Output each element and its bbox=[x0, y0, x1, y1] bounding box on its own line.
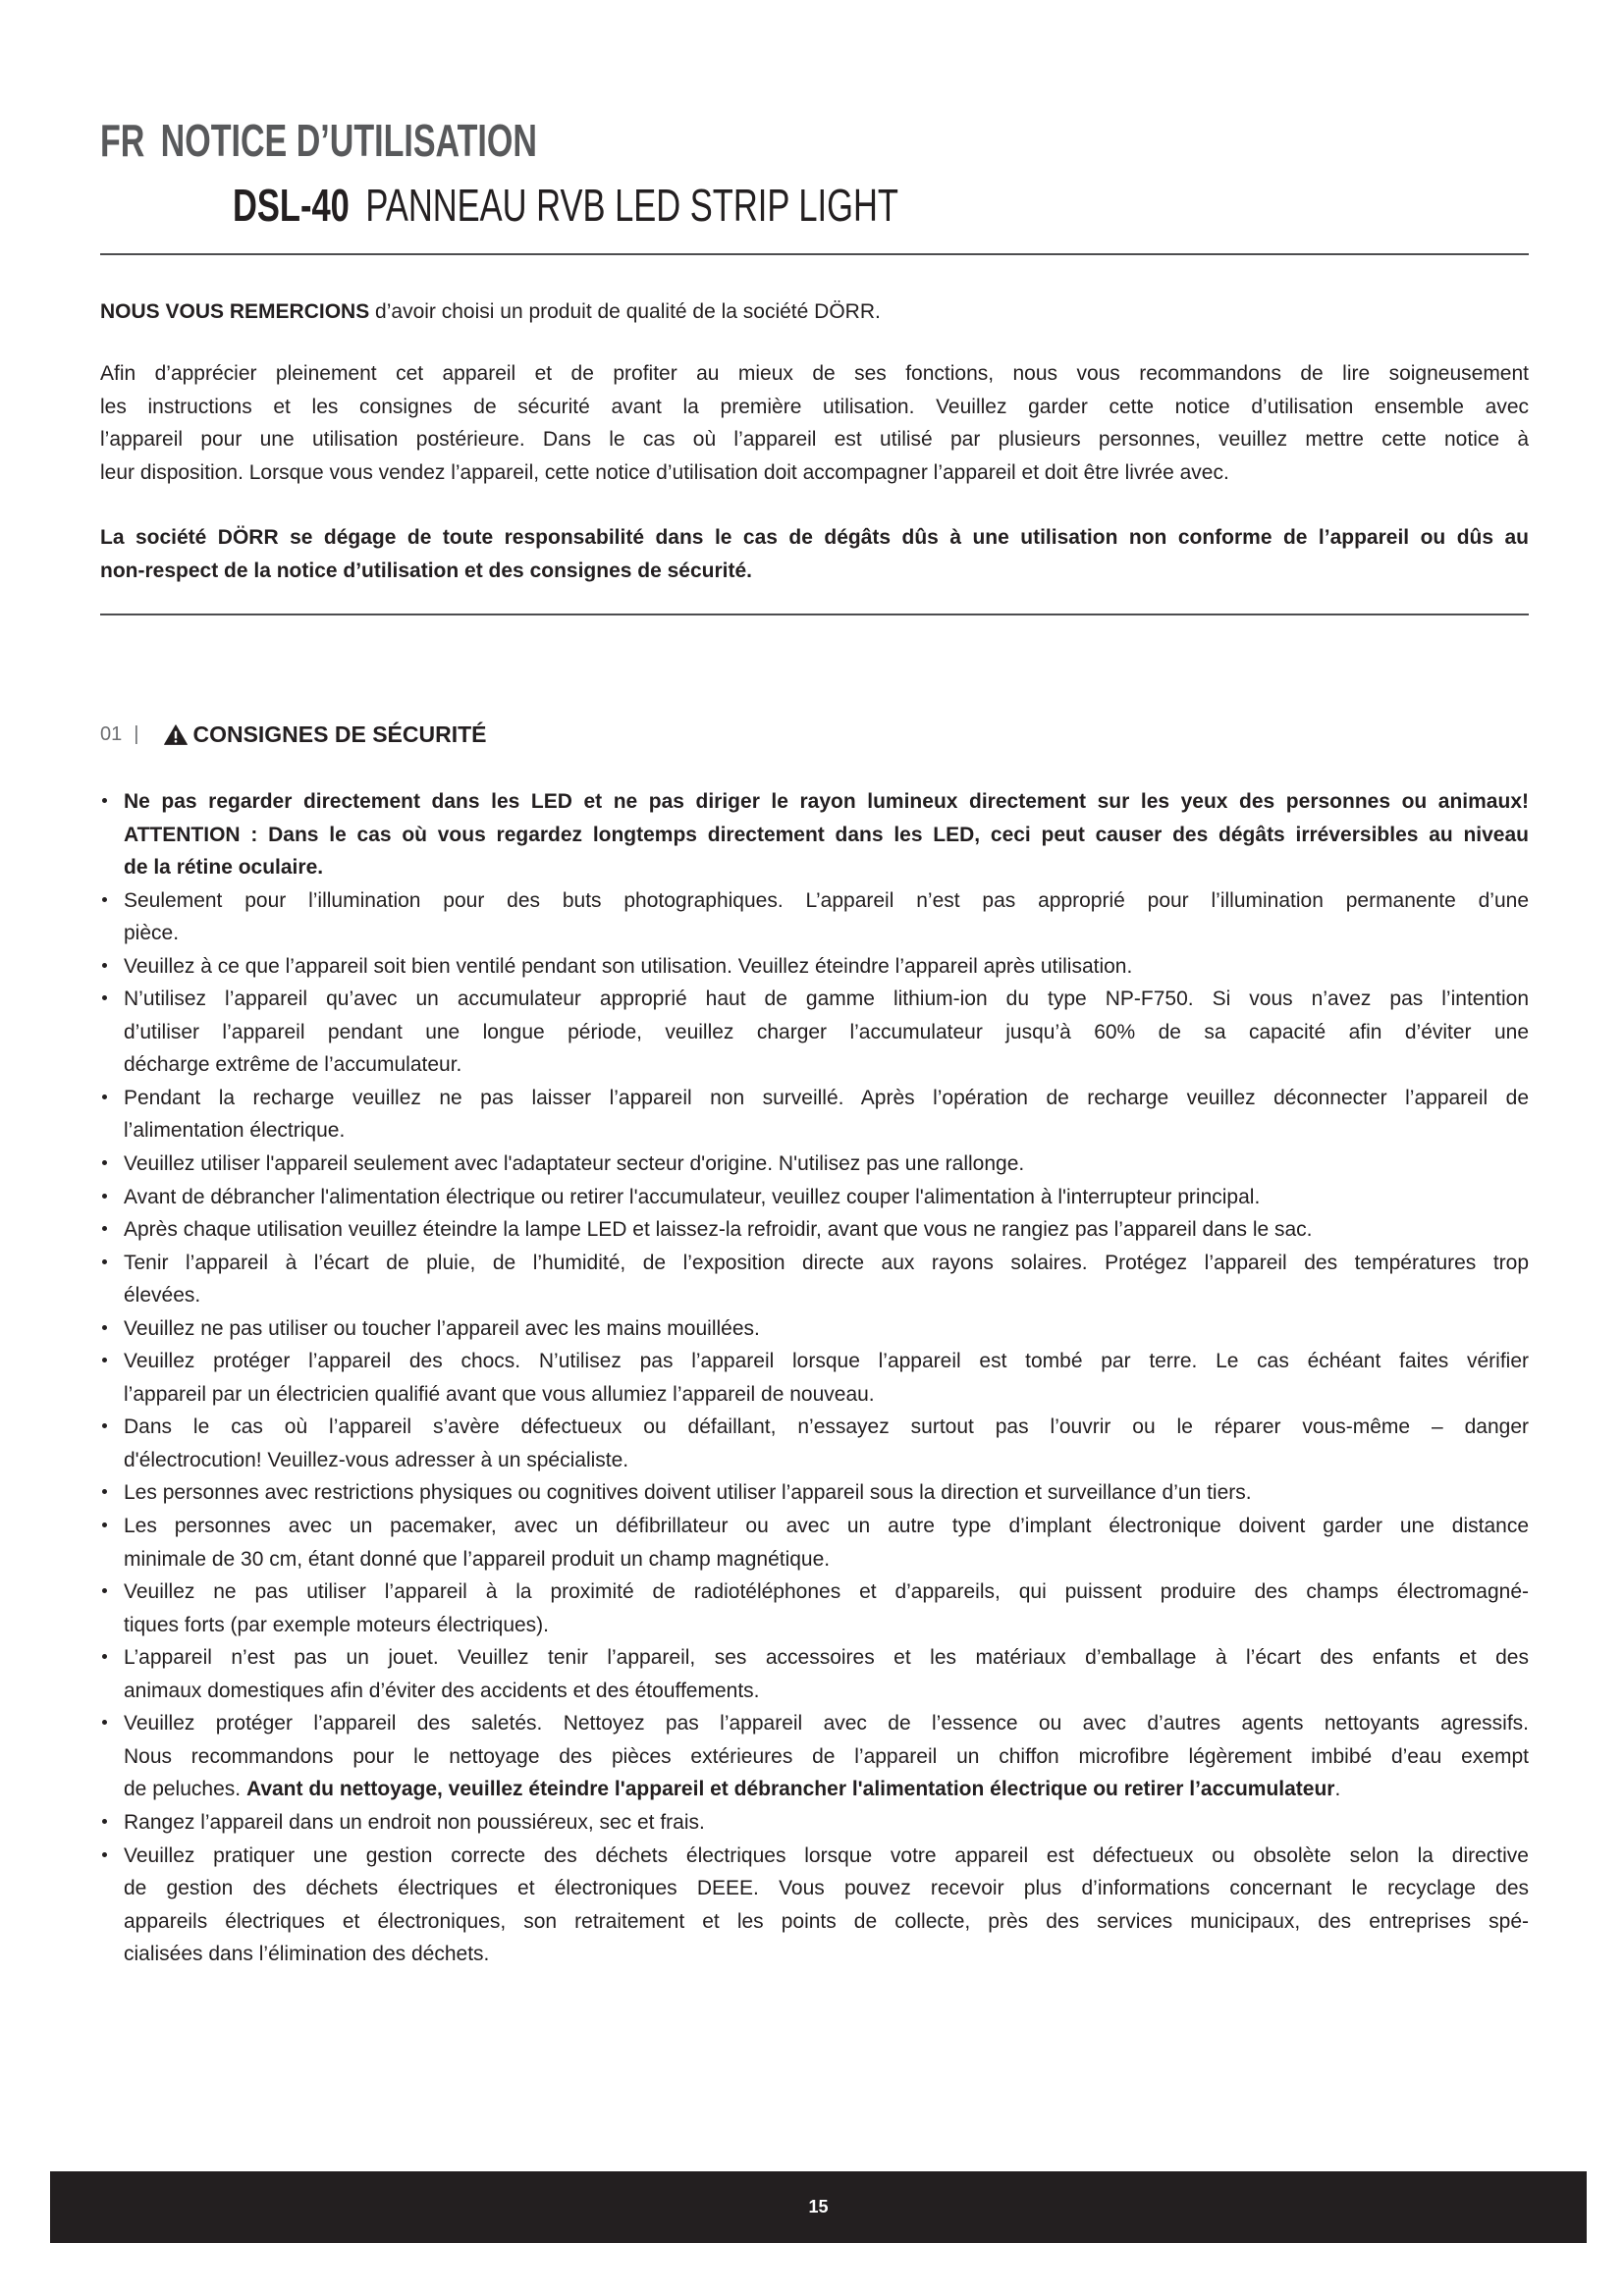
safety-item-line: l’alimentation électrique. bbox=[124, 1119, 346, 1143]
product-title bbox=[233, 180, 898, 231]
safety-item-line: Après chaque utilisation veuillez éteindre la lampe LED et laissez-la refroidir, avant que vous ne rangiez pas l’appareil dans le sac. bbox=[124, 1218, 1313, 1242]
bullet-icon bbox=[102, 963, 107, 968]
safety-item-line bbox=[124, 1773, 1529, 1806]
text-segment: . bbox=[1334, 1778, 1341, 1801]
bullet-icon bbox=[102, 1852, 107, 1857]
safety-item-line: Les personnes avec un pacemaker, avec un défibrillateur ou avec un autre type d’implant électronique doivent garder une distance bbox=[124, 1515, 1529, 1538]
document-title bbox=[100, 115, 537, 166]
safety-item-line: Seulement pour l’illumination pour des buts photographiques. L’appareil n’est pas approprié pour l’illumination permanente d’une bbox=[124, 888, 1529, 912]
safety-item-line: décharge extrême de l’accumulateur. bbox=[124, 1053, 462, 1077]
section-title: CONSIGNES DE SÉCURITÉ bbox=[192, 721, 487, 747]
bullet-icon bbox=[102, 1259, 107, 1264]
safety-item-line: pièce. bbox=[124, 922, 180, 945]
divider-bottom bbox=[100, 614, 1529, 615]
bullet-icon bbox=[102, 897, 107, 902]
bullet-icon bbox=[102, 1226, 107, 1231]
thanks-lead: NOUS VOUS REMERCIONS bbox=[100, 300, 370, 323]
thanks-line bbox=[100, 295, 1529, 329]
safety-item-line: élevées. bbox=[124, 1284, 201, 1308]
safety-item-line: cialisées dans l’élimination des déchets. bbox=[124, 1943, 490, 1966]
safety-item-line: Tenir l’appareil à l’écart de pluie, de l’humidité, de l’exposition directe aux rayons solaires. Protégez l’appareil des températures trop bbox=[124, 1251, 1529, 1274]
safety-item-line: Veuillez utiliser l'appareil seulement avec l'adaptateur secteur d'origine. N'utilisez pas une rallonge. bbox=[124, 1152, 1025, 1176]
safety-item-line: Veuillez ne pas utiliser l’appareil à la proximité de radiotéléphones et d’appareils, qui puissent produire des champs électromagné- bbox=[124, 1580, 1529, 1604]
intro-paragraph-line: leur disposition. Lorsque vous vendez l’appareil, cette notice d’utilisation doit accompagner l’appareil et doit être livrée avec. bbox=[100, 460, 1229, 484]
thanks-text: d’avoir choisi un produit de qualité de la société DÖRR. bbox=[375, 300, 881, 323]
text-segment: de peluches. bbox=[124, 1778, 246, 1801]
bullet-icon bbox=[102, 1358, 107, 1362]
safety-item bbox=[124, 1707, 1529, 1806]
safety-item-line: Avant de débrancher l'alimentation électrique ou retirer l'accumulateur, veuillez couper l'alimentation à l'interrupteur principal. bbox=[124, 1185, 1261, 1208]
safety-item-line: de la rétine oculaire. bbox=[124, 856, 324, 880]
section-separator: | bbox=[134, 722, 139, 745]
emphasized-text: Avant du nettoyage, veuillez éteindre l'appareil et débrancher l'alimentation électrique ou retirer l’accumulateur bbox=[245, 1778, 1335, 1801]
bullet-icon bbox=[102, 1654, 107, 1659]
section-number: 01 bbox=[100, 722, 123, 745]
product-model: DSL-40 bbox=[233, 180, 350, 231]
safety-item bbox=[124, 1312, 1529, 1346]
bullet-icon bbox=[102, 1720, 107, 1725]
safety-item bbox=[124, 950, 1529, 984]
safety-item-line: N’utilisez l’appareil qu’avec un accumulateur approprié haut de gamme lithium-ion du type NP-F750. Si vous n’avez pas l’intention bbox=[124, 988, 1529, 1011]
safety-item bbox=[124, 1181, 1529, 1214]
footer-bar bbox=[50, 2171, 1587, 2243]
safety-item-line: d'électrocution! Veuillez-vous adresser à un spécialiste. bbox=[124, 1448, 629, 1471]
safety-item-line: Les personnes avec restrictions physiques ou cognitives doivent utiliser l’appareil sous la direction et surveillance d’un tiers. bbox=[124, 1481, 1252, 1505]
safety-item-line: de gestion des déchets électriques et électroniques DEEE. Vous pouvez recevoir plus d’informations concernant le recyclage des bbox=[124, 1877, 1529, 1900]
safety-item-line: L’appareil n’est pas un jouet. Veuillez tenir l’appareil, ses accessoires et les matériaux d’emballage à l’écart des enfants et des bbox=[124, 1646, 1529, 1670]
intro-paragraph-line: Afin d’apprécier pleinement cet appareil et de profiter au mieux de ses fonctions, nous vous recommandons de lire soigneusement bbox=[100, 362, 1529, 385]
safety-item-line: minimale de 30 cm, étant donné que l’appareil produit un champ magnétique. bbox=[124, 1547, 831, 1571]
section-heading bbox=[100, 720, 487, 749]
bullet-icon bbox=[102, 1588, 107, 1593]
safety-item-line: l’appareil par un électricien qualifié avant que vous allumiez l’appareil de nouveau. bbox=[124, 1382, 875, 1406]
safety-item-line: appareils électriques et électroniques, son retraitement et les points de collecte, près des services municipaux, des entreprises spé- bbox=[124, 1909, 1529, 1933]
safety-item-line: tiques forts (par exemple moteurs électriques). bbox=[124, 1613, 550, 1636]
bullet-icon bbox=[102, 1819, 107, 1824]
safety-item bbox=[124, 785, 1529, 884]
product-name: PANNEAU RVB LED STRIP LIGHT bbox=[365, 180, 898, 231]
safety-item bbox=[124, 1247, 1529, 1312]
safety-item bbox=[124, 1575, 1529, 1641]
safety-item bbox=[124, 1345, 1529, 1411]
bullet-icon bbox=[102, 1160, 107, 1165]
safety-item-line: Rangez l’appareil dans un endroit non poussiéreux, sec et frais. bbox=[124, 1810, 705, 1834]
safety-item-line: Ne pas regarder directement dans les LED et ne pas diriger le rayon lumineux directement sur les yeux des personnes ou animaux! bbox=[124, 790, 1529, 813]
disclaimer-paragraph bbox=[100, 521, 1529, 587]
language-code: FR bbox=[100, 115, 145, 166]
bullet-icon bbox=[102, 798, 107, 803]
safety-item-line: animaux domestiques afin d’éviter des accidents et des étouffements. bbox=[124, 1679, 760, 1702]
safety-item-line: ATTENTION : Dans le cas où vous regardez longtemps directement dans les LED, ceci peut causer des dégâts irréversibles au niveau bbox=[124, 823, 1529, 846]
disclaimer-line: non-respect de la notice d’utilisation et des consignes de sécurité. bbox=[100, 559, 752, 582]
bullet-icon bbox=[102, 1423, 107, 1428]
safety-instructions-list bbox=[124, 785, 1529, 1971]
bullet-icon bbox=[102, 1095, 107, 1099]
safety-item bbox=[124, 983, 1529, 1082]
safety-item bbox=[124, 1476, 1529, 1510]
safety-item bbox=[124, 1148, 1529, 1181]
intro-paragraph-line: les instructions et les consignes de sécurité avant la première utilisation. Veuillez garder cette notice d’utilisation ensemble avec bbox=[100, 395, 1529, 418]
document-title-text: NOTICE D’UTILISATION bbox=[160, 115, 537, 166]
safety-item-line: Veuillez protéger l’appareil des chocs. N’utilisez pas l’appareil lorsque l’appareil est tombé par terre. Le cas échéant faites vérifier bbox=[124, 1350, 1529, 1373]
safety-item bbox=[124, 884, 1529, 950]
safety-item-line: Veuillez ne pas utiliser ou toucher l’appareil avec les mains mouillées. bbox=[124, 1316, 760, 1340]
safety-item bbox=[124, 1082, 1529, 1148]
safety-item bbox=[124, 1213, 1529, 1247]
disclaimer-line: La société DÖRR se dégage de toute responsabilité dans le cas de dégâts dûs à une utilisation non conforme de l’appareil ou dûs au bbox=[100, 526, 1529, 549]
safety-item bbox=[124, 1641, 1529, 1707]
bullet-icon bbox=[102, 1522, 107, 1527]
safety-item-line: Veuillez pratiquer une gestion correcte des déchets électriques lorsque votre appareil est défectueux ou obsolète selon la directive bbox=[124, 1843, 1529, 1867]
bullet-icon bbox=[102, 1325, 107, 1330]
safety-item bbox=[124, 1840, 1529, 1971]
safety-item-line: d’utiliser l’appareil pendant une longue période, veuillez charger l’accumulateur jusqu’à 60% de sa capacité afin d’éviter une bbox=[124, 1020, 1529, 1043]
page-number: 15 bbox=[808, 2197, 829, 2216]
bullet-icon bbox=[102, 1489, 107, 1494]
intro-paragraph-line: l’appareil pour une utilisation postérieure. Dans le cas où l’appareil est utilisé par plusieurs personnes, veuillez mettre cette notice à bbox=[100, 428, 1529, 451]
bullet-icon bbox=[102, 995, 107, 1000]
safety-item bbox=[124, 1510, 1529, 1575]
divider-top bbox=[100, 253, 1529, 255]
bullet-icon bbox=[102, 1194, 107, 1199]
warning-icon bbox=[164, 724, 188, 745]
safety-item-line: Nous recommandons pour le nettoyage des pièces extérieures de l’appareil un chiffon microfibre légèrement imbibé d’eau exempt bbox=[124, 1744, 1529, 1768]
safety-item-line: Dans le cas où l’appareil s’avère défectueux ou défaillant, n’essayez surtout pas l’ouvrir ou le réparer vous-même – danger bbox=[124, 1415, 1529, 1439]
safety-item bbox=[124, 1806, 1529, 1840]
safety-item-line: Pendant la recharge veuillez ne pas laisser l’appareil non surveillé. Après l’opération de recharge veuillez déconnecter l’appareil de bbox=[124, 1086, 1529, 1109]
safety-item-line: Veuillez à ce que l’appareil soit bien ventilé pendant son utilisation. Veuillez éteindre l’appareil après utilisation. bbox=[124, 954, 1133, 978]
intro-paragraph bbox=[100, 357, 1529, 489]
safety-item-line: Veuillez protéger l’appareil des saletés. Nettoyez pas l’appareil avec de l’essence ou avec d’autres agents nettoyants agressifs. bbox=[124, 1712, 1529, 1735]
safety-item bbox=[124, 1411, 1529, 1476]
